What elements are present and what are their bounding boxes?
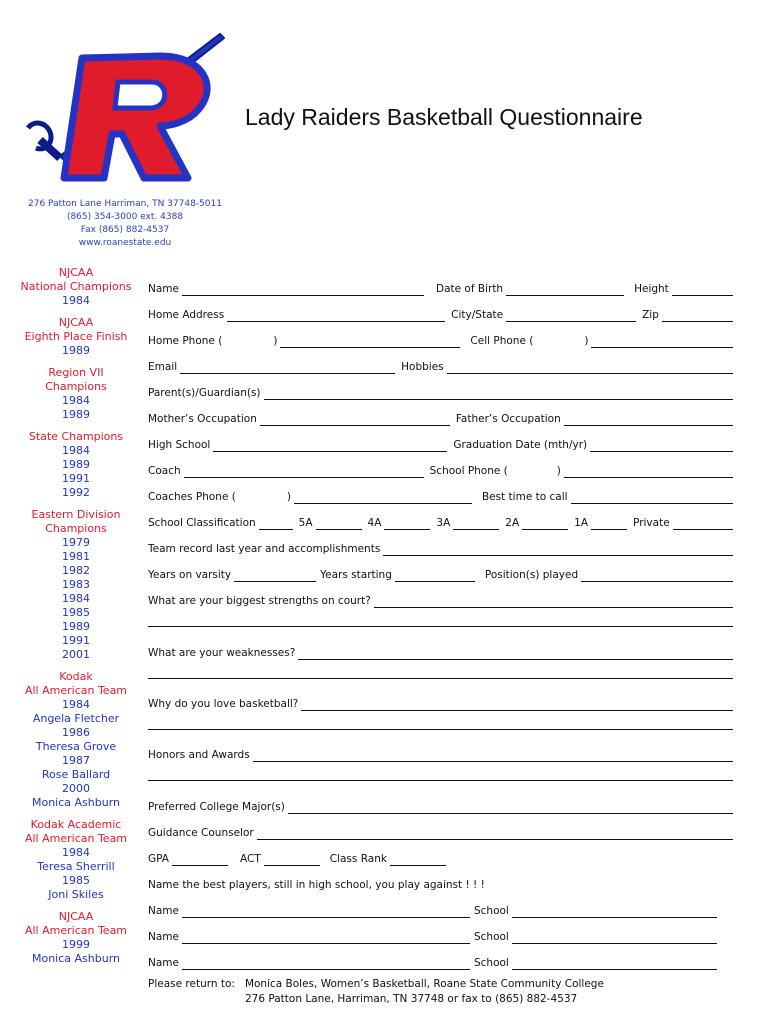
high-school-label: High School [148, 439, 211, 451]
sidebar-entry: 1984 [62, 294, 90, 307]
page-title: Lady Raiders Basketball Questionnaire [245, 104, 643, 130]
row-occupations [148, 408, 733, 426]
row-high-school [148, 434, 733, 452]
player-school-label: School [473, 905, 509, 917]
sidebar-entry: Monica Ashburn [31, 796, 121, 809]
email-field[interactable] [180, 359, 395, 374]
sidebar-heading: All American Team [24, 684, 128, 697]
team-record-label: Team record last year and accomplishments [148, 543, 381, 555]
sidebar-heading: State Champions [28, 430, 124, 443]
row-honors [148, 744, 733, 762]
strengths-field[interactable] [374, 593, 733, 608]
sidebar-entry: 1984 [62, 592, 90, 605]
why-love-field[interactable] [301, 696, 733, 711]
father-occupation-label: Father’s Occupation [455, 413, 561, 425]
coach-label: Coach [148, 465, 181, 477]
act-label: ACT [239, 853, 261, 865]
sidebar-group [0, 508, 152, 662]
team-record-field[interactable] [383, 541, 733, 556]
row-varsity [148, 564, 733, 582]
sidebar-group [0, 430, 152, 500]
sidebar-heading: NJCAA [58, 266, 94, 279]
home-phone-field[interactable] [280, 333, 460, 348]
guidance-counselor-label: Guidance Counselor [148, 827, 254, 839]
high-school-field[interactable] [213, 437, 447, 452]
sidebar-entry: Angela Fletcher [32, 712, 120, 725]
guidance-counselor-field[interactable] [257, 825, 733, 840]
school-phone-label: School Phone ( [429, 465, 508, 477]
sidebar-entry: 1986 [62, 726, 90, 739]
sidebar-entry: 1983 [62, 578, 90, 591]
sidebar-entry: 1979 [62, 536, 90, 549]
height-field[interactable] [672, 281, 733, 296]
player-school-label: School [473, 957, 509, 969]
letter-r-icon [64, 56, 207, 178]
sidebar-entry: 1984 [62, 846, 90, 859]
return-line-2: 276 Patton Lane, Harriman, TN 37748 or fax to (865) 882-4537 [245, 993, 578, 1005]
graduation-date-field[interactable] [590, 437, 733, 452]
college-major-field[interactable] [288, 799, 733, 814]
player-school-label: School [473, 931, 509, 943]
row-name [148, 278, 733, 296]
sidebar-heading: All American Team [24, 832, 128, 845]
paren-close: ) [273, 335, 278, 347]
paren-close: ) [286, 491, 291, 503]
achievements-sidebar [0, 266, 152, 974]
row-team-record [148, 538, 733, 556]
strengths-extra-line[interactable] [148, 626, 733, 627]
years-varsity-field[interactable] [234, 567, 316, 582]
return-line-1: Please return to: Monica Boles, Women’s Basketball, Roane State Community College [148, 978, 604, 990]
gpa-label: GPA [148, 853, 169, 865]
sidebar-heading: National Champions [20, 280, 132, 293]
sidebar-entry: 1984 [62, 698, 90, 711]
home-phone-label: Home Phone ( [148, 335, 223, 347]
row-best-players [148, 874, 733, 892]
player-2-name-field[interactable] [182, 929, 470, 944]
sidebar-entry: 1982 [62, 564, 90, 577]
sidebar-entry: 1991 [62, 634, 90, 647]
sidebar-entry: Teresa Sherrill [37, 860, 115, 873]
class-3a-label: 3A [436, 517, 451, 529]
honors-extra-line[interactable] [148, 780, 733, 781]
row-address [148, 304, 733, 322]
sidebar-entry: 1989 [62, 408, 90, 421]
school-phone-field[interactable] [564, 463, 733, 478]
mother-occupation-field[interactable] [260, 411, 450, 426]
sidebar-entry: 1985 [62, 874, 90, 887]
class-2a-label: 2A [505, 517, 520, 529]
row-strengths [148, 590, 733, 608]
class-4a-label: 4A [367, 517, 382, 529]
row-coaches-phone [148, 486, 733, 504]
class-1a-label: 1A [574, 517, 589, 529]
class-2a-field[interactable] [453, 515, 499, 530]
row-player-3 [148, 952, 733, 970]
email-label: Email [148, 361, 178, 373]
sidebar-entry: 1984 [62, 394, 90, 407]
sidebar-entry: 2001 [62, 648, 90, 661]
sidebar-entry: 1991 [62, 472, 90, 485]
row-guidance [148, 822, 733, 840]
sidebar-group [0, 316, 152, 358]
sidebar-entry: 1992 [62, 486, 90, 499]
class-4a-field[interactable] [316, 515, 362, 530]
player-1-school-field[interactable] [512, 903, 717, 918]
cell-phone-label: Cell Phone ( [470, 335, 534, 347]
paren-close: ) [556, 465, 561, 477]
hobbies-label: Hobbies [401, 361, 444, 373]
name-label: Name [148, 283, 179, 295]
sidebar-group [0, 366, 152, 422]
best-time-label: Best time to call [481, 491, 568, 503]
weaknesses-label: What are your weaknesses? [148, 647, 296, 659]
return-instructions [148, 977, 604, 1007]
sidebar-entry: 1984 [62, 444, 90, 457]
years-starting-field[interactable] [395, 567, 475, 582]
class-5a-field[interactable] [259, 515, 293, 530]
coach-field[interactable] [184, 463, 424, 478]
weaknesses-field[interactable] [298, 645, 733, 660]
sidebar-entry: 2000 [62, 782, 90, 795]
sidebar-entry: Monica Ashburn [31, 952, 121, 965]
row-college-major [148, 796, 733, 814]
player-3-name-field[interactable] [182, 955, 470, 970]
city-state-label: City/State [451, 309, 504, 321]
sidebar-entry: Theresa Grove [35, 740, 117, 753]
sidebar-heading: Kodak Academic [30, 818, 122, 831]
hobbies-field[interactable] [447, 359, 733, 374]
sidebar-group [0, 670, 152, 810]
years-varsity-label: Years on varsity [148, 569, 232, 581]
coaches-phone-field[interactable] [294, 489, 472, 504]
parents-field[interactable] [264, 385, 733, 400]
address-website[interactable]: www.roanestate.edu [78, 238, 172, 248]
sidebar-entry: 1989 [62, 344, 90, 357]
raiders-r-logo [20, 28, 225, 193]
class-3a-field[interactable] [384, 515, 430, 530]
height-label: Height [634, 283, 669, 295]
dob-field[interactable] [506, 281, 624, 296]
graduation-date-label: Graduation Date (mth/yr) [453, 439, 588, 451]
parents-label: Parent(s)/Guardian(s) [148, 387, 261, 399]
row-classification [148, 512, 733, 530]
row-phones [148, 330, 733, 348]
best-players-label: Name the best players, still in high school, you play against ! ! ! [148, 879, 485, 891]
address-phone: (865) 354-3000 ext. 4388 [66, 212, 184, 222]
sidebar-heading: All American Team [24, 924, 128, 937]
sidebar-heading: Region VII [48, 366, 104, 379]
college-major-label: Preferred College Major(s) [148, 801, 285, 813]
class-1a-field[interactable] [522, 515, 568, 530]
mother-occupation-label: Mother’s Occupation [148, 413, 257, 425]
row-weaknesses [148, 642, 733, 660]
act-field[interactable] [264, 851, 320, 866]
gpa-field[interactable] [172, 851, 228, 866]
zip-label: Zip [642, 309, 659, 321]
address-block [0, 198, 250, 250]
sidebar-group [0, 910, 152, 966]
sidebar-heading: Champions [45, 522, 107, 535]
why-love-extra-line[interactable] [148, 729, 733, 730]
positions-label: Position(s) played [484, 569, 579, 581]
class-private-trailing-field[interactable] [673, 515, 733, 530]
player-3-school-field[interactable] [512, 955, 717, 970]
positions-field[interactable] [581, 567, 733, 582]
address-fax: Fax (865) 882-4537 [80, 225, 170, 235]
sidebar-entry: 1989 [62, 458, 90, 471]
zip-field[interactable] [662, 307, 733, 322]
class-private-label: Private [633, 517, 670, 529]
row-parents [148, 382, 733, 400]
city-state-field[interactable] [506, 307, 636, 322]
sidebar-group [0, 818, 152, 902]
sidebar-heading: Champions [45, 380, 107, 393]
best-time-field[interactable] [571, 489, 733, 504]
sidebar-entry: 1989 [62, 620, 90, 633]
player-2-school-field[interactable] [512, 929, 717, 944]
sidebar-heading: NJCAA [58, 910, 94, 923]
cell-phone-field[interactable] [591, 333, 733, 348]
school-classification-label: School Classification [148, 517, 256, 529]
sidebar-entry: 1981 [62, 550, 90, 563]
sidebar-heading: Eighth Place Finish [24, 330, 128, 343]
strengths-label: What are your biggest strengths on court? [148, 595, 371, 607]
paren-close: ) [584, 335, 589, 347]
name-field[interactable] [182, 281, 424, 296]
class-rank-label: Class Rank [329, 853, 387, 865]
sidebar-entry: 1987 [62, 754, 90, 767]
row-player-2 [148, 926, 733, 944]
honors-field[interactable] [253, 747, 733, 762]
player-name-label: Name [148, 931, 179, 943]
dob-label: Date of Birth [435, 283, 504, 295]
player-1-name-field[interactable] [182, 903, 470, 918]
sidebar-entry: 1999 [62, 938, 90, 951]
row-player-1 [148, 900, 733, 918]
class-private-field[interactable] [591, 515, 627, 530]
coaches-phone-label: Coaches Phone ( [148, 491, 236, 503]
sidebar-entry: Joni Skiles [48, 888, 104, 901]
row-gpa [148, 848, 733, 866]
sidebar-heading: Eastern Division [31, 508, 121, 521]
father-occupation-field[interactable] [564, 411, 733, 426]
address-street: 276 Patton Lane Harriman, TN 37748-5011 [28, 199, 222, 209]
sidebar-group [0, 266, 152, 308]
home-address-field[interactable] [227, 307, 445, 322]
row-why-love [148, 693, 733, 711]
sidebar-heading: NJCAA [58, 316, 94, 329]
row-email [148, 356, 733, 374]
sidebar-heading: Kodak [59, 670, 93, 683]
row-coach [148, 460, 733, 478]
sidebar-entry: 1985 [62, 606, 90, 619]
class-5a-label: 5A [298, 517, 313, 529]
home-address-label: Home Address [148, 309, 225, 321]
years-starting-label: Years starting [320, 569, 392, 581]
why-love-label: Why do you love basketball? [148, 698, 299, 710]
weaknesses-extra-line[interactable] [148, 678, 733, 679]
player-name-label: Name [148, 905, 179, 917]
player-name-label: Name [148, 957, 179, 969]
sidebar-entry: Rose Ballard [41, 768, 111, 781]
honors-label: Honors and Awards [148, 749, 250, 761]
class-rank-field[interactable] [390, 851, 446, 866]
